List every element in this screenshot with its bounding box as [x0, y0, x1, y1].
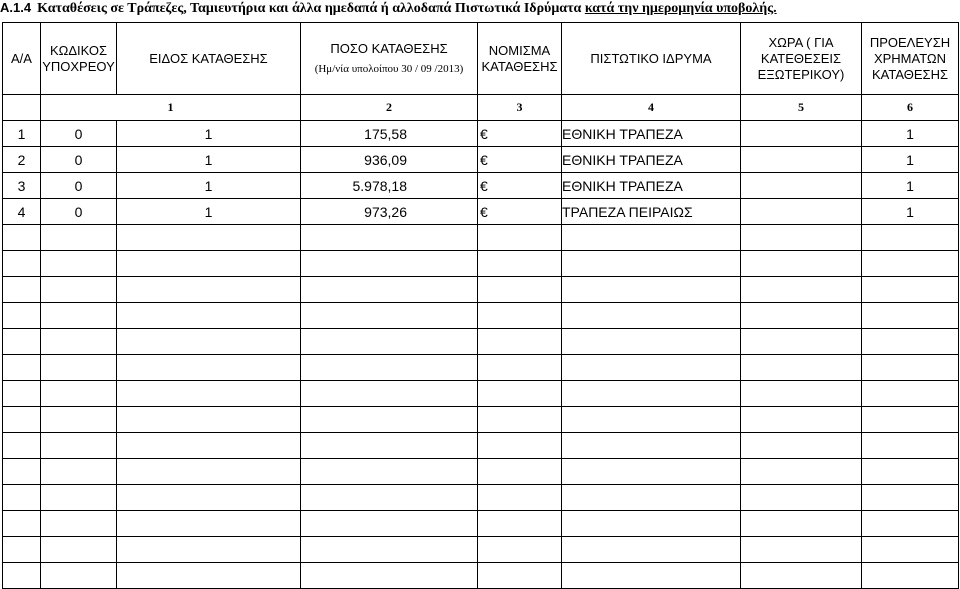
- empty-cell: [301, 251, 478, 277]
- empty-cell: [741, 277, 862, 303]
- empty-cell: [117, 459, 301, 485]
- empty-cell: [117, 433, 301, 459]
- empty-cell: [562, 251, 741, 277]
- empty-cell: [562, 433, 741, 459]
- section-number: A.1.4: [0, 0, 32, 15]
- column-number: 1: [41, 95, 301, 121]
- header-institution: ΠΙΣΤΩΤΙΚΟ ΙΔΡΥΜΑ: [562, 23, 741, 95]
- empty-cell: [562, 225, 741, 251]
- empty-cell: [741, 225, 862, 251]
- empty-cell: [301, 225, 478, 251]
- empty-cell: [301, 537, 478, 563]
- empty-cell: [301, 433, 478, 459]
- empty-row: [3, 537, 959, 563]
- empty-row: [3, 381, 959, 407]
- cell-country: [741, 147, 862, 173]
- empty-cell: [478, 355, 562, 381]
- header-type: ΕΙΔΟΣ ΚΑΤΑΘΕΣΗΣ: [117, 23, 301, 95]
- empty-cell: [3, 485, 41, 511]
- table-row: [3, 173, 959, 199]
- cell-institution: ΕΘΝΙΚΗ ΤΡΑΠΕΖΑ: [562, 173, 741, 199]
- cell-country: [741, 121, 862, 147]
- cell-code: 0: [41, 199, 117, 225]
- cell-type: 1: [117, 173, 301, 199]
- section-heading: [0, 0, 777, 18]
- empty-row: [3, 511, 959, 537]
- empty-cell: [862, 563, 959, 589]
- empty-cell: [3, 381, 41, 407]
- cell-country: [741, 199, 862, 225]
- empty-cell: [862, 511, 959, 537]
- empty-row: [3, 277, 959, 303]
- empty-cell: [41, 225, 117, 251]
- header-country: ΧΩΡΑ ( ΓΙΑ ΚΑΤΕΘΕΣΕΙΣ ΕΞΩΤΕΡΙΚΟΥ): [741, 23, 862, 95]
- empty-cell: [117, 537, 301, 563]
- column-number: 6: [862, 95, 959, 121]
- empty-row: [3, 407, 959, 433]
- empty-cell: [41, 563, 117, 589]
- empty-cell: [117, 303, 301, 329]
- empty-cell: [301, 511, 478, 537]
- empty-cell: [562, 485, 741, 511]
- empty-cell: [41, 485, 117, 511]
- empty-cell: [117, 485, 301, 511]
- empty-cell: [562, 537, 741, 563]
- empty-cell: [862, 537, 959, 563]
- cell-origin: 1: [862, 121, 959, 147]
- cell-aa: 1: [3, 121, 41, 147]
- empty-cell: [862, 225, 959, 251]
- empty-cell: [3, 277, 41, 303]
- empty-cell: [301, 277, 478, 303]
- table-row: [3, 121, 959, 147]
- empty-cell: [3, 433, 41, 459]
- cell-currency: €: [478, 121, 562, 147]
- empty-cell: [862, 433, 959, 459]
- empty-cell: [301, 381, 478, 407]
- section-title-underlined: κατά την ημερομηνία υποβολής.: [584, 1, 777, 16]
- empty-cell: [478, 407, 562, 433]
- header-amount: [301, 23, 478, 95]
- empty-cell: [478, 381, 562, 407]
- empty-cell: [3, 407, 41, 433]
- empty-cell: [741, 511, 862, 537]
- empty-cell: [562, 303, 741, 329]
- empty-cell: [478, 329, 562, 355]
- empty-cell: [478, 277, 562, 303]
- header-aa: Α/Α: [3, 23, 41, 95]
- empty-cell: [478, 303, 562, 329]
- empty-cell: [41, 433, 117, 459]
- table-row: [3, 199, 959, 225]
- cell-type: 1: [117, 199, 301, 225]
- empty-cell: [301, 303, 478, 329]
- empty-cell: [478, 459, 562, 485]
- empty-cell: [117, 225, 301, 251]
- empty-cell: [862, 329, 959, 355]
- empty-cell: [117, 563, 301, 589]
- empty-cell: [41, 355, 117, 381]
- empty-cell: [562, 407, 741, 433]
- empty-cell: [478, 485, 562, 511]
- empty-cell: [117, 277, 301, 303]
- empty-cell: [862, 485, 959, 511]
- empty-cell: [862, 381, 959, 407]
- header-row: [3, 23, 959, 95]
- empty-cell: [562, 329, 741, 355]
- empty-cell: [741, 563, 862, 589]
- empty-cell: [478, 511, 562, 537]
- empty-cell: [41, 329, 117, 355]
- cell-origin: 1: [862, 199, 959, 225]
- cell-amount: 5.978,18: [301, 173, 478, 199]
- empty-cell: [562, 511, 741, 537]
- empty-cell: [862, 277, 959, 303]
- empty-cell: [3, 459, 41, 485]
- empty-cell: [741, 485, 862, 511]
- column-number: 5: [741, 95, 862, 121]
- empty-cell: [3, 355, 41, 381]
- empty-cell: [41, 511, 117, 537]
- empty-cell: [862, 355, 959, 381]
- empty-cell: [41, 537, 117, 563]
- cell-currency: €: [478, 173, 562, 199]
- empty-cell: [301, 407, 478, 433]
- empty-cell: [862, 407, 959, 433]
- empty-row: [3, 329, 959, 355]
- empty-cell: [862, 303, 959, 329]
- deposits-table: [2, 22, 959, 589]
- cell-aa: 3: [3, 173, 41, 199]
- cell-amount: 175,58: [301, 121, 478, 147]
- column-number-row: [3, 95, 959, 121]
- empty-row: [3, 459, 959, 485]
- cell-institution: ΕΘΝΙΚΗ ΤΡΑΠΕΖΑ: [562, 147, 741, 173]
- empty-cell: [117, 329, 301, 355]
- empty-row: [3, 251, 959, 277]
- empty-cell: [478, 537, 562, 563]
- empty-cell: [41, 303, 117, 329]
- empty-cell: [301, 355, 478, 381]
- cell-code: 0: [41, 173, 117, 199]
- empty-cell: [741, 355, 862, 381]
- empty-row: [3, 225, 959, 251]
- empty-cell: [862, 459, 959, 485]
- column-number: 3: [478, 95, 562, 121]
- empty-cell: [41, 251, 117, 277]
- empty-cell: [117, 355, 301, 381]
- header-amount-date: (Ημ/νία υπολοίπου 30 / 09 /2013): [314, 62, 464, 75]
- empty-cell: [562, 563, 741, 589]
- empty-cell: [3, 303, 41, 329]
- empty-cell: [3, 511, 41, 537]
- empty-row: [3, 485, 959, 511]
- empty-cell: [117, 407, 301, 433]
- empty-cell: [741, 329, 862, 355]
- empty-cell: [741, 537, 862, 563]
- empty-cell: [3, 329, 41, 355]
- empty-cell: [741, 407, 862, 433]
- empty-cell: [117, 511, 301, 537]
- empty-cell: [741, 303, 862, 329]
- empty-cell: [301, 329, 478, 355]
- cell-type: 1: [117, 121, 301, 147]
- empty-cell: [3, 225, 41, 251]
- header-currency: ΝΟΜΙΣΜΑ ΚΑΤΑΘΕΣΗΣ: [478, 23, 562, 95]
- empty-row: [3, 563, 959, 589]
- empty-cell: [478, 433, 562, 459]
- empty-cell: [3, 563, 41, 589]
- empty-cell: [3, 251, 41, 277]
- empty-cell: [478, 251, 562, 277]
- column-number: 2: [301, 95, 478, 121]
- cell-type: 1: [117, 147, 301, 173]
- cell-aa: 4: [3, 199, 41, 225]
- cell-institution: ΤΡΑΠΕΖΑ ΠΕΙΡΑΙΩΣ: [562, 199, 741, 225]
- empty-cell: [3, 537, 41, 563]
- header-amount-label: ΠΟΣΟ ΚΑΤΑΘΕΣΗΣ: [330, 40, 448, 56]
- empty-row: [3, 433, 959, 459]
- cell-aa: 2: [3, 147, 41, 173]
- cell-currency: €: [478, 147, 562, 173]
- cell-currency: €: [478, 199, 562, 225]
- cell-country: [741, 173, 862, 199]
- cell-origin: 1: [862, 147, 959, 173]
- table-row: [3, 147, 959, 173]
- cell-amount: 936,09: [301, 147, 478, 173]
- header-origin: ΠΡΟΕΛΕΥΣΗ ΧΡΗΜΑΤΩΝ ΚΑΤΑΘΕΣΗΣ: [862, 23, 959, 95]
- empty-cell: [562, 381, 741, 407]
- empty-cell: [562, 355, 741, 381]
- header-code: ΚΩΔΙΚΟΣ ΥΠΟΧΡΕΟΥ: [41, 23, 117, 95]
- empty-cell: [562, 459, 741, 485]
- empty-cell: [117, 251, 301, 277]
- empty-cell: [741, 251, 862, 277]
- cell-code: 0: [41, 121, 117, 147]
- section-title: Καταθέσεις σε Τράπεζες, Ταμιευτήρια και άλλα ημεδαπά ή αλλοδαπά Πιστωτικά Ιδρύματα: [37, 1, 582, 16]
- empty-cell: [562, 277, 741, 303]
- empty-row: [3, 303, 959, 329]
- cell-code: 0: [41, 147, 117, 173]
- empty-cell: [478, 225, 562, 251]
- empty-cell: [117, 381, 301, 407]
- empty-cell: [741, 381, 862, 407]
- empty-cell: [741, 459, 862, 485]
- cell-institution: ΕΘΝΙΚΗ ΤΡΑΠΕΖΑ: [562, 121, 741, 147]
- empty-cell: [41, 381, 117, 407]
- cell-amount: 973,26: [301, 199, 478, 225]
- empty-cell: [301, 459, 478, 485]
- column-number-blank: [3, 95, 41, 121]
- empty-row: [3, 355, 959, 381]
- empty-cell: [741, 433, 862, 459]
- empty-cell: [41, 407, 117, 433]
- empty-cell: [41, 277, 117, 303]
- empty-cell: [478, 563, 562, 589]
- empty-cell: [301, 485, 478, 511]
- empty-cell: [862, 251, 959, 277]
- column-number: 4: [562, 95, 741, 121]
- empty-cell: [41, 459, 117, 485]
- cell-origin: 1: [862, 173, 959, 199]
- empty-cell: [301, 563, 478, 589]
